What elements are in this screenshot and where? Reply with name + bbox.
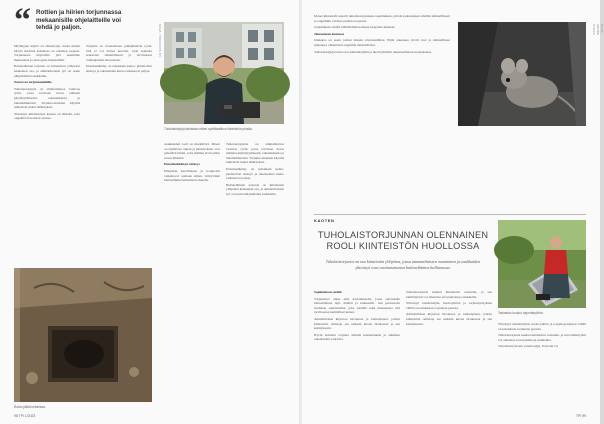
paragraph: Sopimuksen sisältö räätälöidään kohteen tarpeiden mukaan. xyxy=(314,25,396,30)
right-column-3 xyxy=(498,322,586,351)
paragraph: Tuholaistorjunta on ammattitaitoa vaativaa työtä, jossa tarvitaan tietoa eläinten käyttäytymisestä, rakennuksista ja lainsäädännöstä. Torjunta-aineiden käyttöä säätelevät tiukat määräykset. xyxy=(226,142,285,165)
paragraph: Ammattilaiset kirjaavat havainnot ja toimenpiteet, jolloin kiinteistön omistaja saa selkeän kuvan tilanteesta ja sen kehityksestä. xyxy=(314,316,400,331)
left-column-1 xyxy=(14,44,80,123)
worker-photo xyxy=(498,220,586,308)
paragraph: Hyvin hoidettu torjunta säästää kustannuksia ja ehkäisee rakenteiden vaurioita. xyxy=(314,332,400,342)
paragraph: Yhteistyö isännöitsijän, huoltoyhtiön ja torjuntayrityksen välillä on tehokkaan torjunnan perusta. xyxy=(498,322,586,331)
subheading: Jäteaseman kuntoon xyxy=(314,31,344,36)
mouse-illustration xyxy=(458,22,586,126)
left-column-4 xyxy=(226,142,284,199)
article-lead: Tuholaistorjunta on osa kiinteistön ylläpitoa, jossa ammattilaisten osaaminen ja asukkaiden yhteistyö ovat avainasemassa haittaeläinten hallinnassa. xyxy=(325,259,481,270)
pull-quote: Rottien ja hiirien torjunnassa mekaanisille ohjelaitteille voi tehdä jo paljon. xyxy=(36,9,122,32)
left-column-3 xyxy=(164,142,220,185)
paragraph: Tuholaistorjujat neuvovat isännöitsijöitä ja huoltoyhtiöitä rakenteellisissa korjauksissa. xyxy=(314,49,432,54)
pest-controller-illustration xyxy=(164,22,284,124)
right-intro-column xyxy=(314,14,450,56)
paragraph: Jätekatos on usein rottien tärkein ravinnonlähde. Ehjät rakenteet, tiiviit ovet ja säännöllinen tyhjennys vähentävät ongelmia merkittävästi. xyxy=(314,38,450,47)
subheading: Neuvovat torjuntatoimille xyxy=(14,80,52,85)
worker-photo-caption: Tarkastus kuuluu torjuntatyöhön. xyxy=(498,311,544,315)
paragraph: Yhteistyö kiinteistöjen kanssa on tärkeää, jotta ongelmat havaitaan ajoissa. xyxy=(14,111,80,121)
paragraph: Ennaltaehkäisy on tehokkain keino: jätehuollon siisteys ja rakenteiden kunto ratkaisevat paljon. xyxy=(226,166,284,181)
subheading: Sopimuksen sisältö xyxy=(314,290,342,294)
paragraph: Ammattilaiset kirjaavat havainnot ja toimenpiteet, jolloin kiinteistön omistaja saa selkeän kuvan tilanteesta ja sen kehityksestä. xyxy=(406,312,492,326)
worker-illustration xyxy=(498,220,586,308)
paragraph: Tuholaistorjunta kuuluu kiinteistön vastuulle, ja sen laiminlyönti voi aiheuttaa terveyshaittoja asukkaille. xyxy=(498,333,586,342)
paragraph: Monet kiinteistöt tekevät tuholaistorjunnasta sopimuksen, jolloin tarkastukset tehdään säännöllisesti ja ongelmiin voidaan puuttua nopeasti. xyxy=(314,14,450,23)
pest-controller-photo xyxy=(164,22,284,124)
mouse-photo-credit: KUVA: ADOBE STOCK xyxy=(592,24,604,36)
right-folio: TPI 99 xyxy=(576,414,586,418)
rat-burrow-photo xyxy=(14,268,152,402)
paragraph: Pihapiirin kasvillisuus ja kompostit vaikuttavat osaltaan siihen, viihtyvätkö haittaeläimet kiinteistön alueella. xyxy=(164,168,220,183)
photo-credit: KUVA: TORJUNTA OY xyxy=(158,24,162,58)
section-tag: KAOTEN xyxy=(314,218,335,223)
subheading: Ennaltaehkäisyn tärkeys xyxy=(164,162,200,167)
article-headline: TUHOLAISTORJUNNAN OLENNAINEN ROOLI KIINTEISTÖN HUOLLOSSA xyxy=(317,230,489,251)
paragraph: Asukkaiden rooli on merkittävä. Jätteet on lajiteltava oikein ja jätekatoksen ovet pidettävä kiinni, jotta eläimet eivät pääse ruoan lähteille. xyxy=(164,142,220,160)
paragraph: Tuholaistorjunta kuuluu kiinteistön vastuulle, ja sen laiminlyönti voi aiheuttaa terveyshaittoja asukkaille. xyxy=(406,290,492,299)
paragraph: Myrkkyjen käyttö on vähentynyt, mutta niiden käyttö tietyissä kohteissa on edelleen tarpeen. Torjunnassa käytetään yhä enemmän mekaanisia ja ekologisia menetelmiä. xyxy=(14,44,80,62)
photo-caption: Tuholaistorjuja tarkistaa rottien syöttilaatikon kiinteistön pihalla. xyxy=(164,127,253,131)
footnote: Tuholaistorjunnan asiantuntija, Torjunta Oy xyxy=(498,344,559,349)
left-folio: 98 TPI 1/2023 xyxy=(14,414,36,418)
paragraph: Haittaeläinten torjunta on kiinteistön ylläpidon keskeinen osa, ja ammattilaisten työ on usein näkymätöntä asukkaille. xyxy=(14,64,80,78)
paragraph: Haittaeläinten torjunta on kiinteistön ylläpidon keskeinen osa, ja ammattilaisten työ on usein näkymätöntä asukkaille. xyxy=(226,182,284,196)
page-gutter xyxy=(299,0,302,424)
left-column-2 xyxy=(86,44,152,76)
bottom-photo-caption: Rotan jälkiä kellarissa. xyxy=(14,405,46,409)
quote-mark: “ xyxy=(14,2,31,39)
right-column-2 xyxy=(406,290,492,328)
right-column-1 xyxy=(314,290,400,344)
paragraph: Torjuntatyö alkaa aina kartoituksella, jossa selvitetään haittaeläinten lajit, määrät ja kulkureitit. Sen perusteella laaditaan suunnitelma, joka sisältää sekä mekaaniset että tarvittaessa kemialliset keinot. xyxy=(314,296,400,315)
paragraph: Tuholaistorjunta on ammattitaitoa vaativaa työtä, jossa tarvitaan tietoa eläinten käyttäytymisestä, rakennuksista ja lainsäädännöstä. Torjunta-aineiden käyttöä säätelevät tiukat määräykset. xyxy=(14,86,80,110)
rat-burrow-illustration xyxy=(14,268,152,402)
mouse-photo xyxy=(458,22,586,126)
paragraph: Torjunta on luonteeltaan pitkäjänteistä työtä. Sitä ei voi hoitaa kerralla, vaan kohteita seurataan säännöllisesti ja tarvittaessa toimenpiteitä tehostetaan. xyxy=(86,44,152,62)
paragraph: Ennaltaehkäisy on tehokkain keino: jätehuollon siisteys ja rakenteiden kunto ratkaisevat paljon. xyxy=(86,64,152,73)
section-divider xyxy=(314,214,586,215)
paragraph: Yhteistyö isännöitsijän, huoltoyhtiön ja torjuntayrityksen välillä on tehokkaan torjunnan perusta. xyxy=(406,301,492,310)
